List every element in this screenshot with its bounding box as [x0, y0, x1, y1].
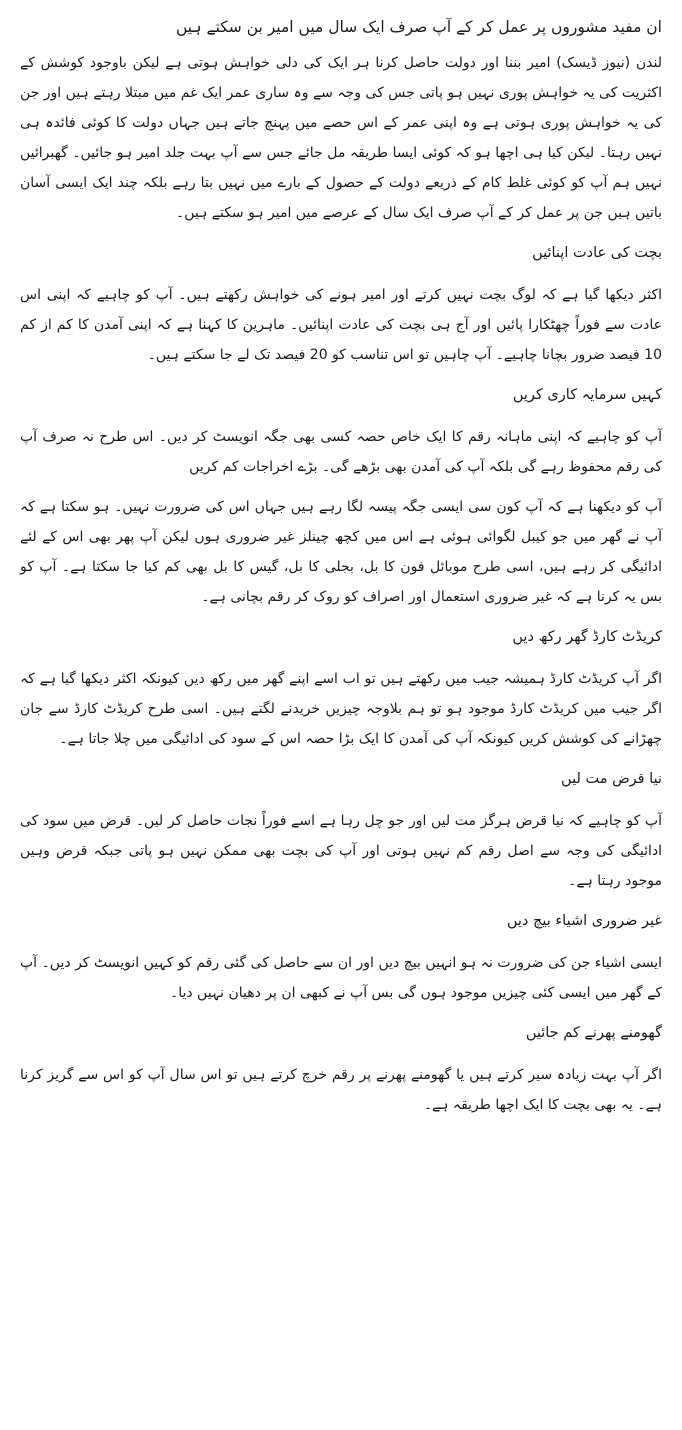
section-paragraph: آپ کو چاہیے کہ اپنی ماہانہ رقم کا ایک خاص حصہ کسی بھی جگہ انویسٹ کر دیں۔ اس طرح نہ صرف آپ کی رقم محفوظ رہے گی بلکہ آپ کی آمدن بھی بڑھے گی۔ بڑے اخراجات کم کریں	[20, 429, 662, 475]
section-sell-items	[20, 908, 662, 1008]
section-paragraph: اگر آپ کریڈٹ کارڈ ہمیشہ جیب میں رکھتے ہیں تو اب اسے اپنے گھر میں رکھ دیں کیونکہ اکثر دیکھا گیا ہے کہ اگر جیب میں کریڈٹ کارڈ موجود ہو تو ہم بلاوجہ چیزیں خریدنے لگتے ہیں۔ اسی طرح کریڈٹ کارڈ سے جان چھڑانے کی کوشش کریں کیونکہ آپ کی آمدن کا ایک بڑا حصہ اس کے سود کی ادائیگی میں چلا جاتا ہے۔	[20, 671, 662, 747]
section-heading: نیا قرض مت لیں	[561, 771, 662, 787]
section-credit-card	[20, 624, 662, 754]
section-investment	[20, 382, 662, 612]
section-heading: گھومنے پھرنے کم جائیں	[525, 1025, 662, 1041]
section-less-travel	[20, 1020, 662, 1120]
section-heading: کریڈٹ کارڈ گھر رکھ دیں	[512, 629, 662, 645]
article-title: ان مفید مشوروں پر عمل کر کے آپ صرف ایک سال میں امیر بن سکتے ہیں	[176, 18, 662, 36]
section-heading: غیر ضروری اشیاء بیچ دیں	[506, 913, 662, 929]
section-paragraph: آپ کو دیکھنا ہے کہ آپ کون سی ایسی جگہ پیسہ لگا رہے ہیں جہاں اس کی ضرورت نہیں۔ ہو سکتا ہے کہ آپ نے گھر میں جو کیبل لگوائی ہوئی ہے اس میں کچھ چینلز غیر ضروری ہوں لیکن آپ پھر بھی اس کے لئے ادائیگی کر رہے ہیں، اسی طرح موبائل فون کا بل، بجلی کا بل، گیس کا بل بھی کم کیا جا سکتا ہے۔ آپ کو بس یہ کرنا ہے کہ غیر ضروری استعمال اور اصراف کو روک کر رقم بچانی ہے۔	[20, 499, 662, 605]
section-paragraph: آپ کو چاہیے کہ نیا قرض ہرگز مت لیں اور جو چل رہا ہے اسے فوراً نجات حاصل کر لیں۔ قرض میں سود کی ادائیگی کی وجہ سے اصل رقم کم نہیں ہوتی اور آپ کی بچت بھی ممکن نہیں ہو پاتی جبکہ قرض وہیں موجود رہتا ہے۔	[20, 813, 662, 889]
section-heading: کہیں سرمایہ کاری کریں	[512, 387, 662, 403]
article-intro: لندن (نیوز ڈیسک) امیر بننا اور دولت حاصل کرنا ہر ایک کی دلی خواہش ہوتی ہے لیکن باوجود کوشش کے اکثریت کی یہ خواہش پوری نہیں ہو پاتی جس کی وجہ سے وہ ساری عمر ایک غم میں مبتلا رہتے ہیں اور جن کی یہ خواہش پوری ہوتی ہے وہ اپنی عمر کے اس حصے میں پہنچ جاتے ہیں جہاں دولت کا کوئی فائدہ ہی نہیں رہتا۔ لیکن کیا ہی اچھا ہو کہ کوئی ایسا طریقہ مل جائے جس سے آپ بہت جلد امیر ہو جائیں۔ گھبرائیں نہیں ہم آپ کو کوئی غلط کام کے ذریعے دولت کے حصول کے بارے میں نہیں بتا رہے بلکہ چند ایک ایسی آسان باتیں ہیں جن پر عمل کر کے آپ صرف ایک سال کے عرصے میں امیر ہو سکتے ہیں۔	[20, 55, 662, 221]
section-saving	[20, 240, 662, 370]
section-no-loan	[20, 766, 662, 896]
section-paragraph: اکثر دیکھا گیا ہے کہ لوگ بچت نہیں کرتے اور امیر ہونے کی خواہش رکھتے ہیں۔ آپ کو چاہیے کہ اپنی اس عادت سے فوراً چھٹکارا پائیں اور آج ہی بچت کی عادت اپنائیں۔ ماہرین کا کہنا ہے کہ اپنی آمدن کا کم از کم 10 فیصد ضرور بچانا چاہیے۔ آپ چاہیں تو اس تناسب کو 20 فیصد تک لے جا سکتے ہیں۔	[20, 287, 662, 363]
section-heading: بچت کی عادت اپنائیں	[532, 245, 662, 261]
section-paragraph: ایسی اشیاء جن کی ضرورت نہ ہو انہیں بیچ دیں اور ان سے حاصل کی گئی رقم کو کہیں انویسٹ کر دیں۔ آپ کے گھر میں ایسی کئی چیزیں موجود ہوں گی بس آپ نے کبھی ان پر دھیان نہیں دیا۔	[20, 955, 662, 1001]
section-paragraph: اگر آپ بہت زیادہ سیر کرتے ہیں یا گھومنے پھرنے پر رقم خرچ کرتے ہیں تو اس سال آپ کو اس سے گریز کرنا ہے۔ یہ بھی بچت کا ایک اچھا طریقہ ہے۔	[20, 1067, 662, 1113]
